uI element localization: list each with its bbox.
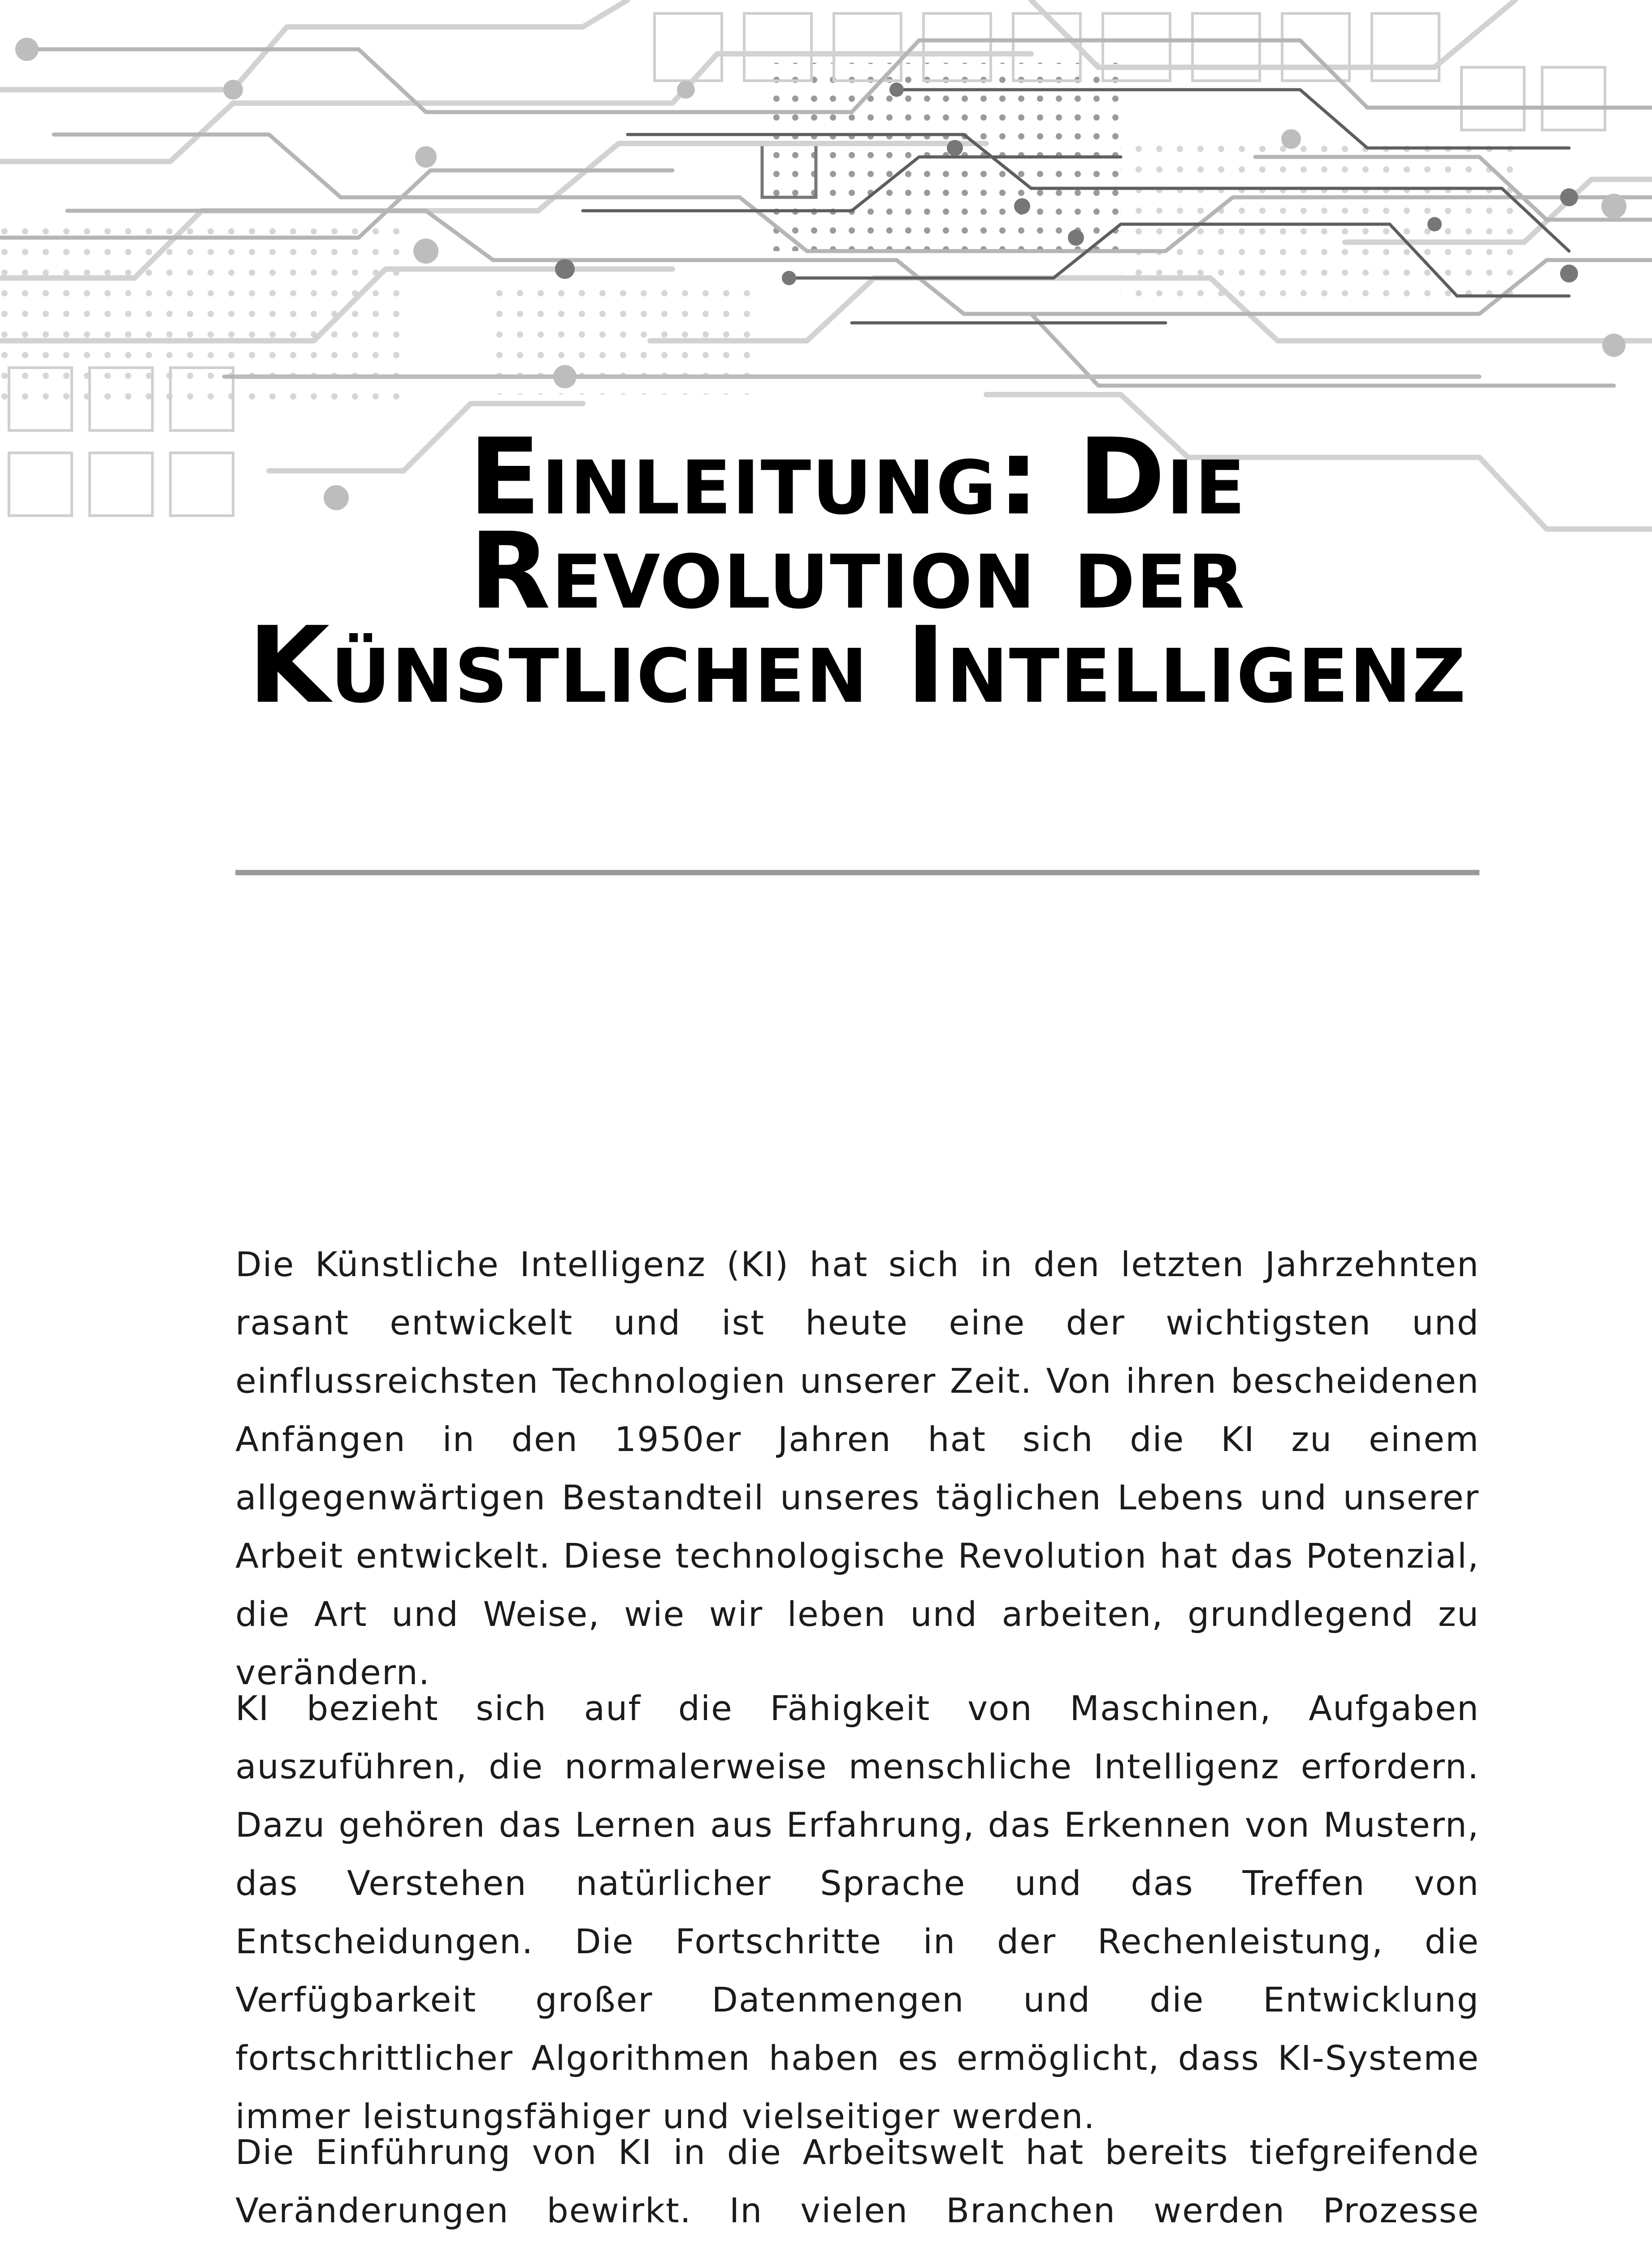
body-paragraph-2: KI bezieht sich auf die Fähigkeit von Maschinen, Aufgaben auszuführen, die normalerweise menschliche Intelligenz erfordern. Dazu gehören das Lernen aus Erfahrung, das Erkennen von Mustern, das Verstehen natürlicher Sprache und das Treffen von Entscheidungen. Die Fortschritte in der Rechenleistung, die Verfügbarkeit großer Datenmengen und die Entwicklung fortschrittlicher Algorithmen haben es ermöglicht, dass KI-Systeme immer leistungsfähiger und vielseitiger werden.: [235, 1688, 1479, 2136]
body-paragraph-1: Die Künstliche Intelligenz (KI) hat sich in den letzten Jahrzehnten rasant entwickelt und ist heute eine der wichtigsten und einflussreichsten Technologien unserer Zeit. Von ihren bescheidenen Anfängen in den 1950er Jahren hat sich die KI zu einem allgegenwärtigen Bestandteil unseres täglichen Lebens und unserer Arbeit entwickelt. Diese technologische Revolution hat das Potenzial, die Art und Weise, wie wir leben und arbeiten, grundlegend zu verändern.: [235, 1244, 1479, 1692]
title-divider: [235, 870, 1479, 875]
chapter-title: Einleitung: Die Revolution der Künstlichen Intelligenz: [248, 416, 1467, 727]
body-paragraph-3: Die Einführung von KI in die Arbeitswelt hat bereits tiefgreifende Veränderungen bewirkt. In vielen Branchen werden Prozesse: [235, 2132, 1479, 2230]
